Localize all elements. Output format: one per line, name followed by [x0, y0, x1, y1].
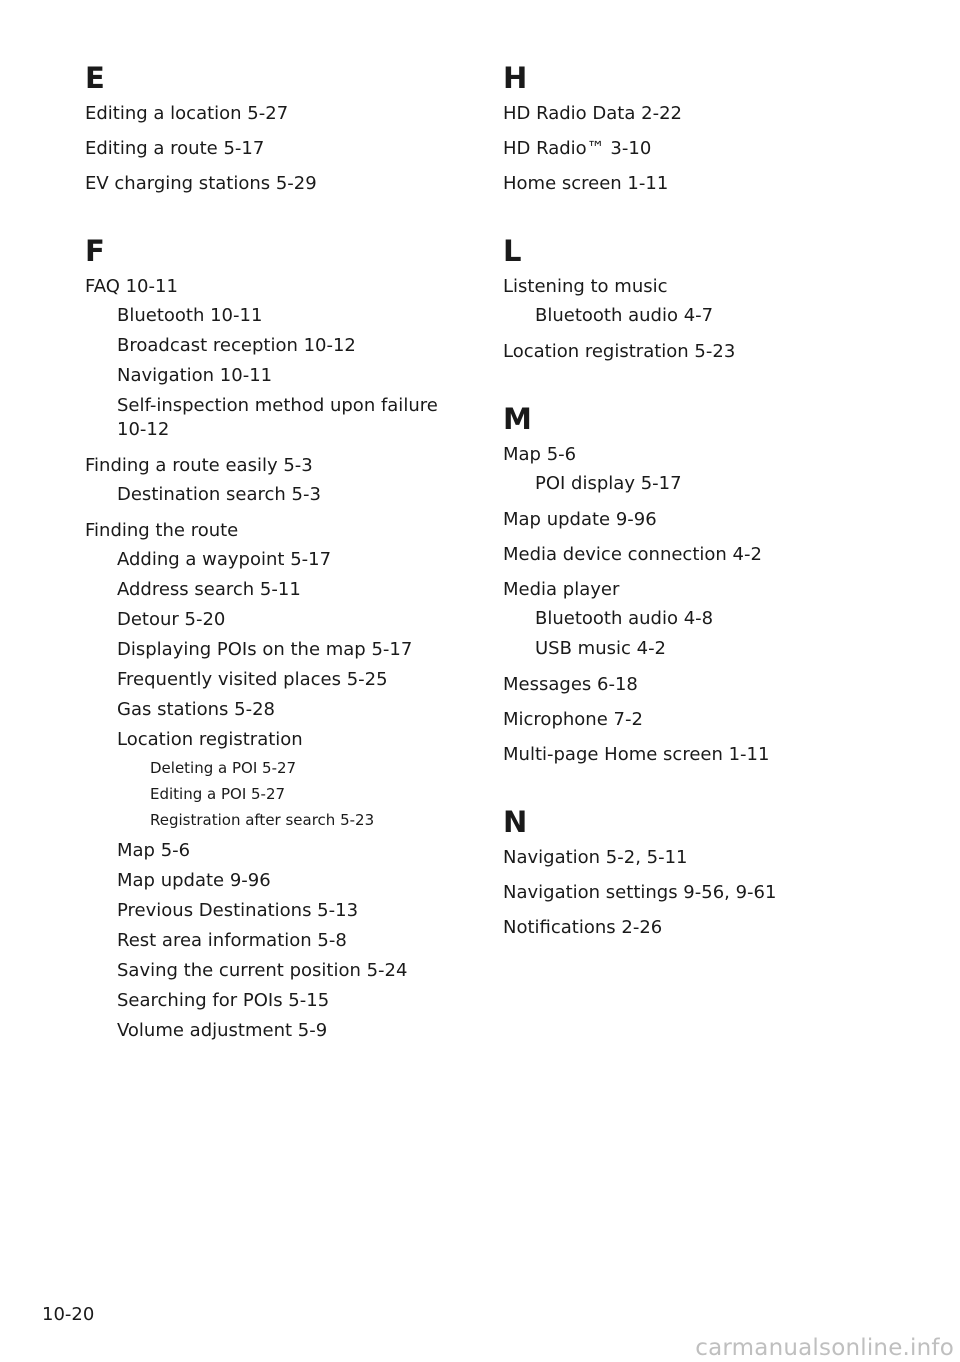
- index-subentry: Broadcast reception 10-12: [117, 335, 356, 356]
- index-subentry: Volume adjustment 5-9: [117, 1020, 328, 1041]
- page-number: 10-20: [42, 1304, 95, 1325]
- index-subentry: Frequently visited places 5-25: [117, 669, 388, 690]
- section-letter: H: [503, 61, 528, 95]
- index-entry: Location registration 5-23: [503, 341, 736, 362]
- index-subsubentry: Deleting a POI 5-27: [150, 759, 297, 777]
- index-entry: Home screen 1-11: [503, 173, 669, 194]
- index-subentry: Rest area information 5-8: [117, 930, 347, 951]
- section-letter: M: [503, 402, 532, 436]
- index-entry: Navigation settings 9-56, 9-61: [503, 882, 777, 903]
- section-letter: N: [503, 805, 528, 839]
- index-subentry: Bluetooth audio 4-7: [535, 305, 714, 326]
- index-entry: Multi-page Home screen 1-11: [503, 744, 770, 765]
- index-entry: Map update 9-96: [503, 509, 657, 530]
- index-entry: Listening to music: [503, 276, 668, 297]
- index-subentry: Destination search 5-3: [117, 484, 321, 505]
- watermark: carmanualsonline.info: [695, 1335, 954, 1361]
- index-entry: EV charging stations 5-29: [85, 173, 317, 194]
- index-entry: Media device connection 4-2: [503, 544, 762, 565]
- index-entry: Editing a route 5-17: [85, 138, 265, 159]
- index-entry: FAQ 10-11: [85, 276, 178, 297]
- index-subentry: POI display 5-17: [535, 473, 682, 494]
- index-subentry: Previous Destinations 5-13: [117, 900, 359, 921]
- index-subentry: Bluetooth audio 4-8: [535, 608, 714, 629]
- index-subsubentry: Registration after search 5-23: [150, 811, 375, 829]
- section-letter: F: [85, 234, 105, 268]
- index-entry: HD Radio Data 2-22: [503, 103, 682, 124]
- section-letter: E: [85, 61, 105, 95]
- index-subentry: Adding a waypoint 5-17: [117, 549, 332, 570]
- index-section-m: [503, 401, 903, 766]
- index-subentry: Saving the current position 5-24: [117, 960, 408, 981]
- index-subentry: Location registration: [117, 729, 303, 750]
- index-entry: Editing a location 5-27: [85, 103, 289, 124]
- index-section-l: [503, 233, 903, 363]
- index-entry: Media player: [503, 579, 620, 600]
- index-entry: HD Radio™ 3-10: [503, 138, 652, 159]
- index-entry: Finding the route: [85, 520, 239, 541]
- index-subentry: Gas stations 5-28: [117, 699, 275, 720]
- index-column-left: [85, 60, 465, 1056]
- index-subentry: Searching for POIs 5-15: [117, 990, 330, 1011]
- index-entry: Map 5-6: [503, 444, 577, 465]
- section-letter: L: [503, 234, 522, 268]
- index-subentry: Displaying POIs on the map 5-17: [117, 639, 413, 660]
- index-subentry: Navigation 10-11: [117, 365, 273, 386]
- index-subentry: Detour 5-20: [117, 609, 226, 630]
- index-entry: Notifications 2-26: [503, 917, 663, 938]
- index-subentry: USB music 4-2: [535, 638, 667, 659]
- index-entry: Navigation 5-2, 5-11: [503, 847, 688, 868]
- index-section-h: [503, 60, 903, 195]
- index-subentry: Address search 5-11: [117, 579, 301, 600]
- index-subsubentry: Editing a POI 5-27: [150, 785, 286, 803]
- index-section-n: [503, 804, 903, 939]
- index-entry: Microphone 7-2: [503, 709, 643, 730]
- index-subentry: Self-inspection method upon failure 10-12: [117, 395, 438, 440]
- index-section-f: [85, 233, 465, 1043]
- index-subentry: Bluetooth 10-11: [117, 305, 263, 326]
- index-column-right: [503, 60, 903, 952]
- index-entry: Messages 6-18: [503, 674, 638, 695]
- index-entry: Finding a route easily 5-3: [85, 455, 313, 476]
- index-section-e: [85, 60, 465, 195]
- index-subentry: Map update 9-96: [117, 870, 271, 891]
- index-subentry: Map 5-6: [117, 840, 191, 861]
